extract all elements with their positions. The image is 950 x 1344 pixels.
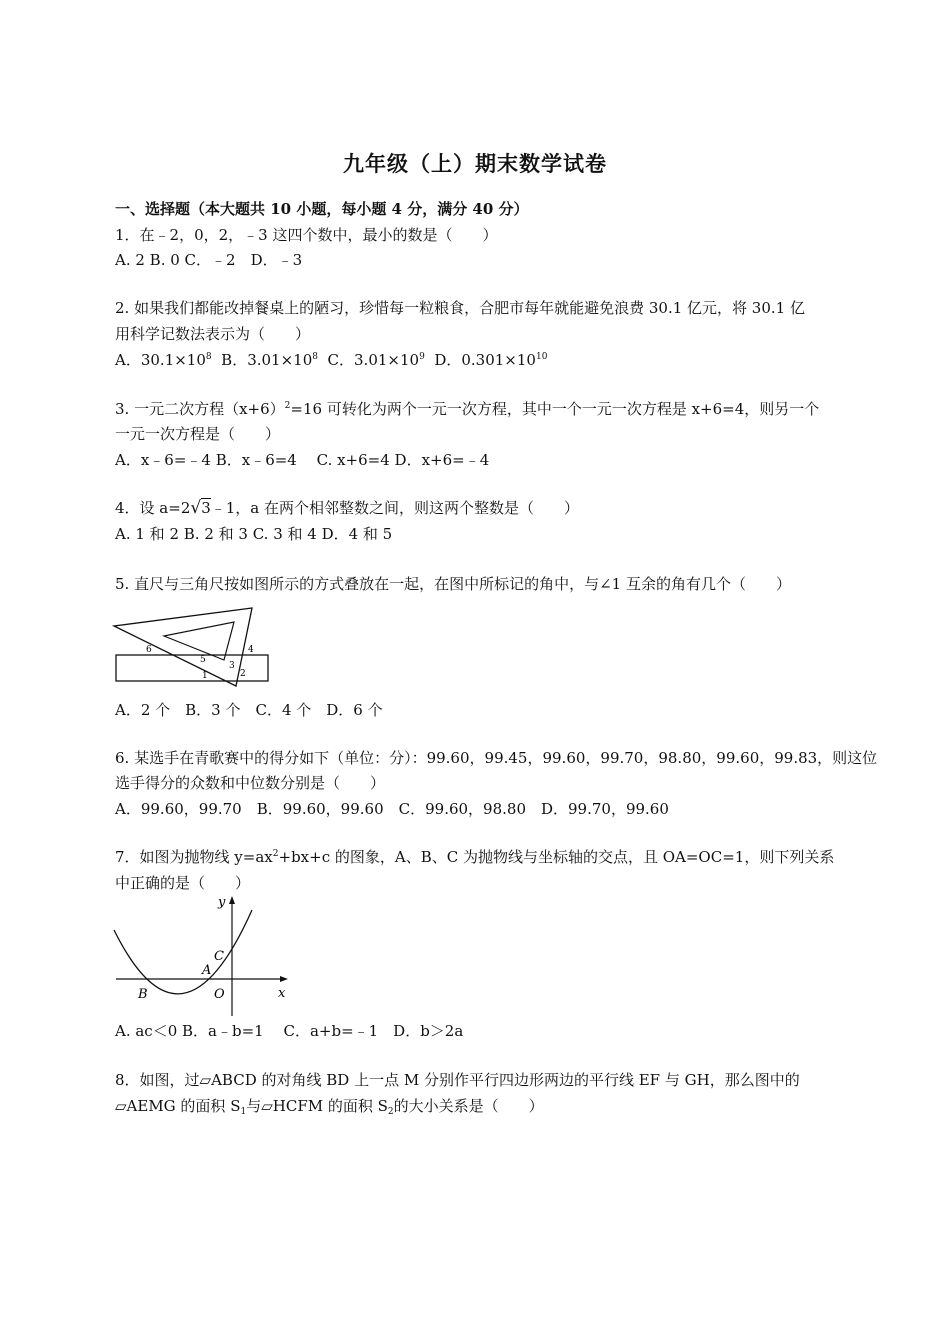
q8-stem-line2 <box>115 1096 544 1116</box>
origin-label: O <box>214 987 225 1002</box>
q8-stem-part2: 与▱HCFM 的面积 S <box>246 1097 388 1115</box>
q6-stem-line2: 选手得分的众数和中位数分别是（ ） <box>115 774 386 792</box>
q8-stem-part1: ▱AEMG 的面积 S <box>115 1097 241 1115</box>
q3-options: A．x﹣6=﹣4 B．x﹣6=4 C. x+6=4 D．x+6=﹣4 <box>115 451 490 469</box>
q3-exponent: 2 <box>284 401 291 411</box>
y-axis-label: y <box>218 895 226 910</box>
q2-option-c: C．3.01×10 <box>327 351 420 369</box>
q8-subscript-2: 2 <box>387 1107 394 1117</box>
q2-option-d: D．0.301×10 <box>434 351 536 369</box>
angle-label-1: 1 <box>202 671 208 681</box>
q5-stem: 5. 直尺与三角尺按如图所示的方式叠放在一起，在图中所标记的角中，与∠1 互余的角有几个（ ） <box>115 575 791 593</box>
q8-stem-part3: 的大小关系是（ ） <box>393 1097 544 1115</box>
q3-stem-part2: =16 可转化为两个一元一次方程，其中一个一元一次方程是 x+6=4，则另一个 <box>290 400 820 418</box>
q1-options: A. 2 B. 0 C．﹣2 D．﹣3 <box>115 251 303 269</box>
q7-options: A. ac＜0 B．a﹣b=1 C．a+b=﹣1 D．b＞2a <box>115 1022 464 1040</box>
sqrt-radicand: 3 <box>201 499 211 517</box>
sqrt-sign: √ <box>190 498 202 518</box>
page-title: 九年级（上）期末数学试卷 <box>343 151 607 176</box>
q8-stem-line1: 8．如图，过▱ABCD 的对角线 BD 上一点 M 分别作平行四边形两边的平行线 EF 与 GH，那么图中的 <box>115 1071 800 1089</box>
triangle-inner <box>164 622 234 660</box>
q5-figure <box>112 606 272 692</box>
y-axis-arrow <box>229 896 235 904</box>
q4-stem <box>115 498 579 518</box>
q2-exp-b: 8 <box>312 352 318 362</box>
q2-option-b: B．3.01×10 <box>221 351 313 369</box>
ruler-triangle-diagram <box>112 606 272 688</box>
x-axis-arrow <box>280 976 288 982</box>
section-heading: 一、选择题（本大题共 10 小题，每小题 4 分，满分 40 分） <box>115 200 529 218</box>
q3-stem-line1 <box>115 399 819 419</box>
x-axis-label: x <box>278 986 286 1001</box>
angle-label-5: 5 <box>200 655 206 665</box>
angle-label-3: 3 <box>229 661 235 671</box>
parabola-graph <box>112 892 292 1022</box>
q6-stem-line1: 6. 某选手在青歌赛中的得分如下（单位：分）：99.60，99.45，99.60，99.70，98.80，99.60，99.83，则这位 <box>115 749 878 767</box>
q7-exponent: 2 <box>272 849 279 859</box>
q1-stem: 1．在﹣2，0，2，﹣3 这四个数中，最小的数是（ ） <box>115 226 498 244</box>
q8-subscript-1: 1 <box>240 1107 247 1117</box>
angle-label-6: 6 <box>146 645 152 655</box>
q3-stem-line2: 一元一次方程是（ ） <box>115 425 281 443</box>
q2-stem-line1: 2. 如果我们都能改掉餐桌上的陋习，珍惜每一粒粮食，合肥市每年就能避免浪费 30.1 亿元，将 30.1 亿 <box>115 299 805 317</box>
q7-stem-part1: 7．如图为抛物线 y=ax <box>115 848 273 866</box>
triangle-outer <box>114 608 252 686</box>
q2-stem-line2: 用科学记数法表示为（ ） <box>115 325 311 343</box>
angle-label-2: 2 <box>240 669 246 679</box>
q7-stem-part2: +bx+c 的图象，A、B、C 为抛物线与坐标轴的交点，且 OA=OC=1，则下列关系 <box>278 848 835 866</box>
parabola-curve <box>114 910 252 994</box>
q2-exp-a: 8 <box>205 352 212 362</box>
q4-stem-part2: ﹣1，a 在两个相邻整数之间，则这两个整数是（ ） <box>210 499 580 517</box>
q5-options: A．2 个 B．3 个 C．4 个 D．6 个 <box>115 701 383 719</box>
q2-options <box>115 350 547 370</box>
q6-options: A．99.60，99.70 B．99.60，99.60 C．99.60，98.80 D．99.70，99.60 <box>115 800 669 818</box>
q2-exp-c: 9 <box>419 352 425 362</box>
q2-exp-d: 10 <box>535 352 548 362</box>
q3-stem-part1: 3. 一元二次方程（x+6） <box>115 400 285 418</box>
q4-options: A. 1 和 2 B. 2 和 3 C. 3 和 4 D．4 和 5 <box>115 525 393 543</box>
point-c-label: C <box>214 949 224 964</box>
q7-stem-line2: 中正确的是（ ） <box>115 874 251 892</box>
q4-stem-part1: 4．设 a=2 <box>115 499 191 517</box>
q2-option-a: A．30.1×10 <box>115 351 206 369</box>
point-a-label: A <box>202 963 212 978</box>
point-b-label: B <box>138 987 148 1002</box>
angle-label-4: 4 <box>248 645 254 655</box>
q7-figure <box>112 892 292 1026</box>
q7-stem-line1 <box>115 847 834 867</box>
